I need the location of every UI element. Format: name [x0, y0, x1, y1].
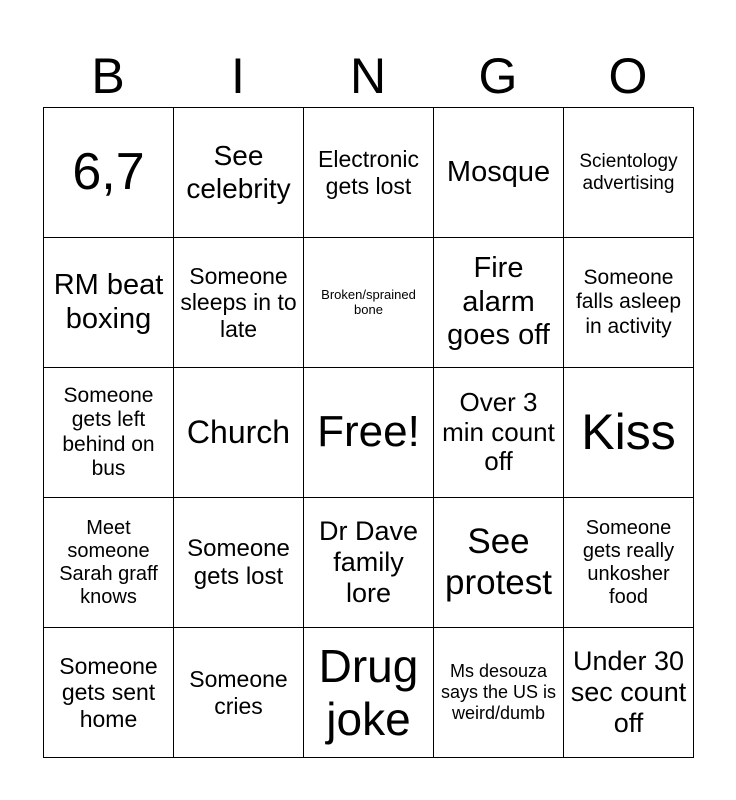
- bingo-cell[interactable]: [434, 368, 564, 498]
- cell-label: Meet someone Sarah graff knows: [59, 516, 158, 608]
- bingo-cell[interactable]: [44, 498, 174, 628]
- cell-label: Scientology advertising: [579, 150, 678, 194]
- cell-label: Fire alarm goes off: [447, 252, 550, 352]
- cell-label: See celebrity: [186, 140, 291, 204]
- cell-label: Someone sleeps in to late: [180, 262, 297, 342]
- bingo-cell[interactable]: [174, 368, 304, 498]
- header-letter-b: B: [91, 48, 125, 104]
- header-letter-i: I: [231, 48, 245, 104]
- cell-label: Over 3 min count off: [442, 386, 555, 477]
- bingo-cell[interactable]: [434, 238, 564, 368]
- cell-label: Kiss: [581, 403, 676, 460]
- header-letter-g: G: [478, 48, 518, 104]
- cell-label: Free!: [317, 407, 420, 457]
- bingo-cell[interactable]: [44, 368, 174, 498]
- bingo-grid: [43, 107, 694, 758]
- cell-label: Broken/sprained bone: [321, 286, 416, 317]
- cell-label: Someone gets really unkosher food: [582, 516, 675, 608]
- cell-label: Someone gets left behind on bus: [62, 384, 155, 480]
- bingo-cell[interactable]: [564, 108, 694, 238]
- cell-label: Drug joke: [318, 639, 419, 745]
- bingo-cell[interactable]: [304, 238, 434, 368]
- bingo-cell[interactable]: [44, 238, 174, 368]
- bingo-cell[interactable]: [174, 628, 304, 758]
- cell-label: Someone gets lost: [187, 534, 290, 590]
- bingo-cell[interactable]: [304, 108, 434, 238]
- bingo-cell[interactable]: [564, 368, 694, 498]
- cell-label: RM beat boxing: [53, 269, 164, 335]
- bingo-cell[interactable]: [174, 498, 304, 628]
- cell-label: Someone gets sent home: [59, 652, 158, 732]
- bingo-cell[interactable]: [434, 498, 564, 628]
- cell-label: Dr Dave family lore: [318, 515, 419, 609]
- bingo-cell[interactable]: [44, 628, 174, 758]
- header-letter-o: O: [608, 48, 648, 104]
- bingo-cell[interactable]: [304, 628, 434, 758]
- cell-label: 6,7: [72, 142, 145, 201]
- header-letter-n: N: [349, 48, 387, 104]
- cell-label: Someone falls asleep in activity: [575, 266, 682, 338]
- bingo-cell[interactable]: [434, 108, 564, 238]
- bingo-cell[interactable]: [304, 498, 434, 628]
- cell-label: Mosque: [446, 155, 551, 188]
- cell-label: See protest: [445, 522, 552, 602]
- bingo-header: [43, 44, 693, 108]
- free-space[interactable]: [304, 368, 434, 498]
- cell-label: Electronic gets lost: [318, 146, 419, 199]
- cell-label: Under 30 sec count off: [570, 645, 687, 739]
- bingo-cell[interactable]: [434, 628, 564, 758]
- bingo-cell[interactable]: [174, 238, 304, 368]
- cell-label: Ms desouza says the US is weird/dumb: [440, 661, 557, 723]
- bingo-cell[interactable]: [564, 628, 694, 758]
- bingo-cell[interactable]: [564, 498, 694, 628]
- bingo-cell[interactable]: [44, 108, 174, 238]
- cell-label: Someone cries: [189, 666, 288, 719]
- bingo-cell[interactable]: [564, 238, 694, 368]
- cell-label: Church: [186, 414, 291, 451]
- bingo-cell[interactable]: [174, 108, 304, 238]
